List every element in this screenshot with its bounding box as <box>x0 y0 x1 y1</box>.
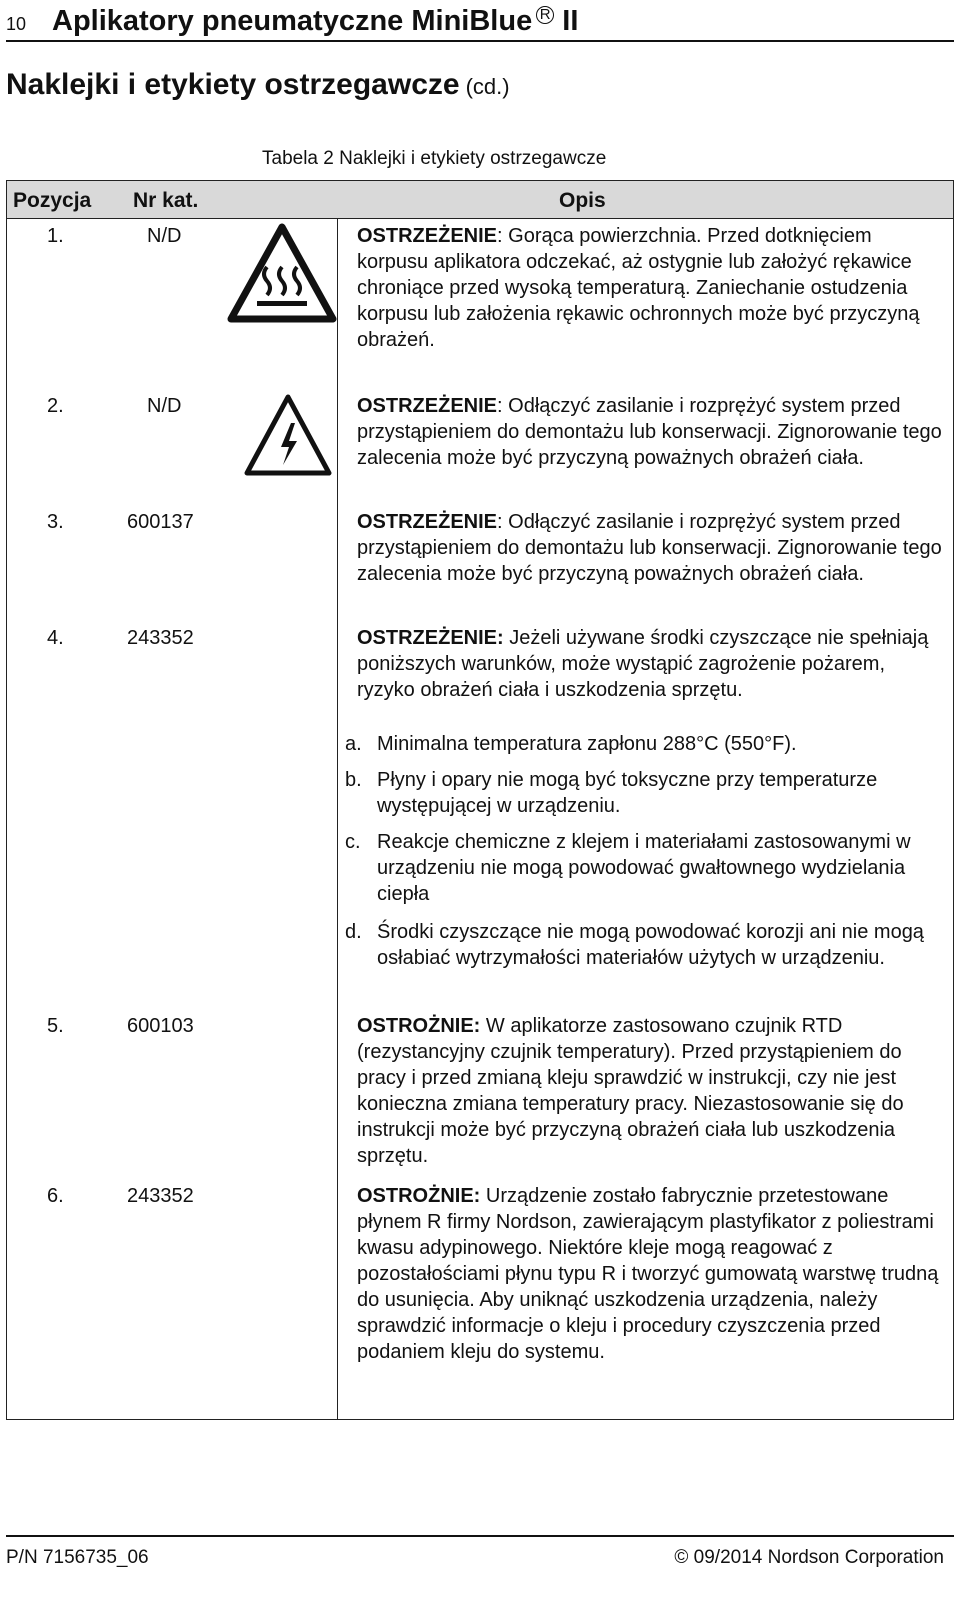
column-divider <box>337 218 338 1419</box>
header-description: Opis <box>559 189 606 212</box>
row-3-description: OSTRZEŻENIE: Odłączyć zasilanie i rozprężyć system przed przystąpieniem do demontażu lub konserwacji. Zignorowanie tego zalecenia może być przyczyną poważnych obrażeń ciała. <box>357 511 942 585</box>
table-header <box>7 181 953 219</box>
row-1-description: OSTRZEŻENIE: Gorąca powierzchnia. Przed dotknięciem korpusu aplikatora odczekać, aż ostygnie lub założyć rękawice chroniące przed wysoką temperaturą. Zaniechanie ostudzenia korpusu lub założenia rękawic ochronnych może być przyczyną obrażeń. <box>357 225 920 351</box>
registered-mark: R <box>536 6 554 24</box>
row-6-catalog: 243352 <box>127 1185 194 1207</box>
warning-labels-table <box>6 180 954 1420</box>
row-4-item-b: b. Płyny i opary nie mogą być toksyczne przy temperaturze występującej w urządzeniu. <box>345 769 878 817</box>
row-4-item-c: c. Reakcje chemiczne z klejem i materiałami zastosowanymi w urządzeniu nie mogą powodować gwałtownego wydzielania ciepła <box>345 831 911 905</box>
row-2-catalog: N/D <box>147 395 182 417</box>
page-footer <box>6 1535 954 1568</box>
row-5-position: 5. <box>47 1015 64 1037</box>
row-6-position: 6. <box>47 1185 64 1207</box>
hot-surface-warning-icon <box>227 223 337 323</box>
part-number: P/N 7156735_06 <box>6 1547 149 1568</box>
electrical-shock-warning-icon <box>243 393 333 477</box>
page-header <box>6 2 954 42</box>
row-4-position: 4. <box>47 627 64 649</box>
continued-label: (cd.) <box>465 74 510 99</box>
header-position: Pozycja <box>13 189 92 212</box>
table-caption: Tabela 2 Naklejki i etykiety ostrzegawcze <box>262 148 607 169</box>
row-1-catalog: N/D <box>147 225 182 247</box>
page-number: 10 <box>6 14 27 34</box>
header-catalog-number: Nr kat. <box>133 189 199 212</box>
row-2-description: OSTRZEŻENIE: Odłączyć zasilanie i rozprężyć system przed przystąpieniem do demontażu lub konserwacji. Zignorowanie tego zalecenia może być przyczyną poważnych obrażeń ciała. <box>357 395 942 469</box>
row-2-position: 2. <box>47 395 64 417</box>
row-3-catalog: 600137 <box>127 511 194 533</box>
row-4-catalog: 243352 <box>127 627 194 649</box>
row-4-description: OSTRZEŻENIE: Jeżeli używane środki czyszczące nie spełniają poniższych warunków, może wystąpić zagrożenie pożarem, ryzyko obrażeń ciała i uszkodzenia sprzętu. <box>357 627 929 701</box>
row-3-position: 3. <box>47 511 64 533</box>
copyright: © 09/2014 Nordson Corporation <box>674 1547 944 1568</box>
document-title: Aplikatory pneumatyczne MiniBlue R II <box>52 5 579 37</box>
row-5-catalog: 600103 <box>127 1015 194 1037</box>
row-4-item-d: d. Środki czyszczące nie mogą powodować korozji ani nie mogą osłabiać wytrzymałości materiałów użytych w urządzeniu. <box>345 921 924 969</box>
row-5-description: OSTROŻNIE: W aplikatorze zastosowano czujnik RTD (rezystancyjny czujnik temperatury). Przed przystąpieniem do pracy i przed zmianą kleju sprawdzić w instrukcji, czy nie jest konieczna zmiana temperatury pracy. Niezastosowanie się do instrukcji może być przyczyną obrażeń ciała lub uszkodzenia sprzętu. <box>357 1015 904 1167</box>
section-title: Naklejki i etykiety ostrzegawcze (cd.) <box>6 68 510 101</box>
row-1-position: 1. <box>47 225 64 247</box>
row-4-item-a: a. Minimalna temperatura zapłonu 288°C (550°F). <box>345 733 797 755</box>
row-6-description: OSTROŻNIE: Urządzenie zostało fabrycznie przetestowane płynem R firmy Nordson, zawierającym plastyfikator z poliestrami kwasu adypinowego. Niektóre kleje mogą reagować z pozostałościami płynu typu R i tworzyć gumowatą warstwę trudną do usunięcia. Aby uniknąć uszkodzenia urządzenia, należy sprawdzić informacje o kleju i procedury czyszczenia przed podaniem kleju do systemu. <box>357 1185 939 1363</box>
